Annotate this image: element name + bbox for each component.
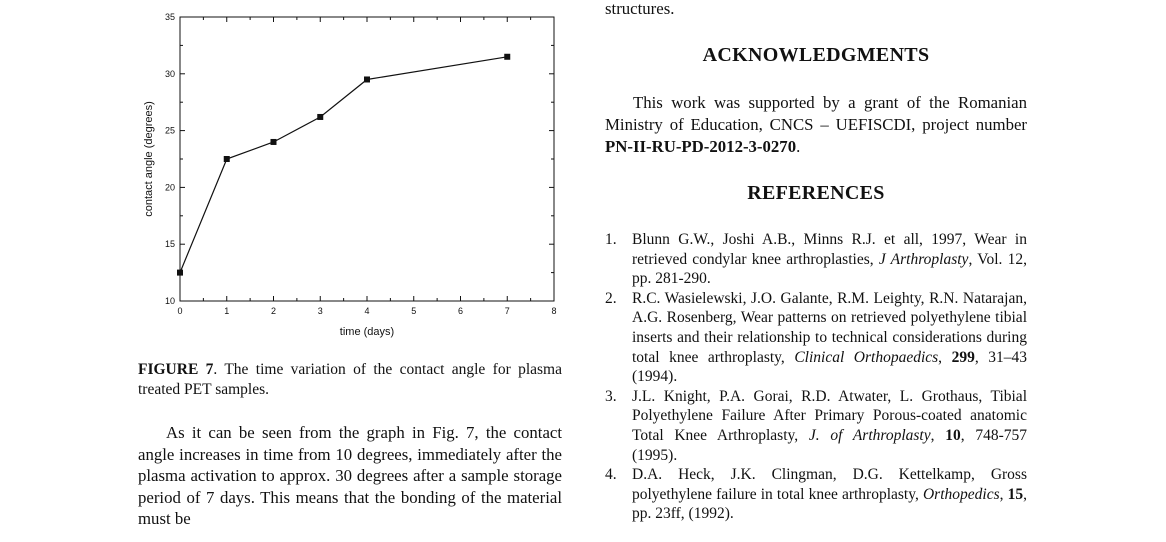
series-line: [180, 57, 507, 273]
reference-authors-title: D.A. Heck, J.K. Clingman, D.G. Kettelkamp, Gross polyethylene failure in total knee arthroplasty,: [632, 466, 1027, 503]
figure-caption-text: . The time variation of the contact angle for plasma treated PET samples.: [138, 361, 562, 398]
plot-frame: [180, 17, 554, 301]
x-tick-label: 4: [364, 306, 370, 316]
reference-authors-title: Blunn G.W., Joshi A.B., Minns R.J. et all, 1997, Wear in retrieved condylar knee arthroplasties,: [632, 231, 1027, 268]
reference-volume: 15: [1007, 485, 1024, 503]
x-tick-label: 0: [177, 306, 183, 316]
reference-item: 3. J.L. Knight, P.A. Gorai, R.D. Atwater, L. Grothaus, Tibial Polyethylene Failure After Primary Porous-coated anatomic Total Knee Arthroplasty, J. of Arthroplasty, 10, 748-757 (1995).: [605, 387, 1027, 464]
reference-item: 4. D.A. Heck, J.K. Clingman, D.G. Kettelkamp, Gross polyethylene failure in total knee arthroplasty, Orthopedics, 15, pp. 23ff, (1992).: [605, 466, 1027, 523]
x-tick-label: 2: [270, 306, 277, 316]
x-tick-label: 6: [457, 306, 464, 316]
y-tick-label: 20: [164, 182, 175, 193]
reference-number: 2.: [605, 289, 617, 307]
reference-journal: J Arthroplasty: [878, 250, 969, 268]
data-point: [317, 114, 323, 120]
reference-authors-title: R.C. Wasielewski, J.O. Galante, R.M. Leighty, R.N. Natarajan, A.G. Rosenberg, Wear patterns on retrieved polyethylene tibial inserts and their relationship to technical considerations during total knee arthroplasty,: [632, 289, 1027, 366]
acknowledgments-text: [605, 92, 1027, 158]
data-point: [224, 156, 230, 162]
reference-details: , Vol. 12, pp. 281-290.: [632, 250, 1027, 288]
reference-number: 3.: [605, 387, 617, 405]
reference-number: 4.: [605, 466, 617, 484]
reference-number: 1.: [605, 231, 617, 248]
figure-label: FIGURE 7: [138, 361, 214, 378]
x-tick-label: 8: [551, 306, 557, 316]
acknowledgments-heading: ACKNOWLEDGMENTS: [702, 44, 930, 66]
project-number: PN-II-RU-PD-2012-3-0270: [605, 137, 797, 156]
data-point: [364, 76, 370, 82]
reference-journal: Orthopedics: [922, 485, 1000, 503]
y-tick-label: 35: [164, 12, 175, 22]
x-tick-label: 3: [317, 306, 323, 316]
acknowledgments-end: .: [796, 137, 801, 156]
reference-item: [605, 230, 1027, 289]
reference-details: , pp. 23ff, (1992).: [632, 485, 1027, 523]
x-tick-label: 1: [224, 306, 230, 316]
x-axis-label: time (days): [339, 326, 395, 338]
data-point: [271, 139, 277, 145]
acknowledgments-body: This work was supported by a grant of the Romanian Ministry of Education, CNCS – UEFISCDI, project number: [605, 93, 1027, 134]
y-tick-label: 10: [164, 296, 175, 306]
y-tick-label: 25: [164, 125, 175, 136]
reference-details: , 748-757 (1995).: [632, 426, 1027, 464]
y-tick-label: 15: [164, 239, 175, 250]
references-list: [605, 230, 1027, 524]
reference-volume: 299: [951, 348, 975, 366]
reference-item: 2. R.C. Wasielewski, J.O. Galante, R.M. Leighty, R.N. Natarajan, A.G. Rosenberg, Wear patterns on retrieved polyethylene tibial inserts and their relationship to technical considerations during total knee arthroplasty, Clinical Orthopaedics, 299, 31–43 (1994).: [605, 289, 1028, 386]
reference-authors-title: J.L. Knight, P.A. Gorai, R.D. Atwater, L. Grothaus, Tibial Polyethylene Failure After Primary Porous-coated anatomic Total Knee Arthroplasty,: [632, 387, 1027, 444]
data-point: [177, 270, 183, 276]
reference-journal: J. of Arthroplasty: [808, 426, 931, 444]
x-tick-label: 7: [504, 306, 510, 316]
previous-paragraph-end: structures.: [605, 0, 675, 18]
reference-volume: 10: [945, 426, 961, 444]
x-tick-label: 5: [411, 306, 417, 316]
y-tick-label: 30: [164, 68, 175, 79]
reference-journal: Clinical Orthopaedics: [794, 348, 939, 366]
contact-angle-chart: [138, 4, 568, 349]
y-axis-label: contact angle (degrees): [143, 101, 155, 217]
reference-details: , 31–43 (1994).: [632, 348, 1028, 386]
references-heading: REFERENCES: [747, 182, 885, 204]
data-point: [504, 54, 510, 60]
figure-caption: [138, 360, 562, 400]
body-paragraph: As it can be seen from the graph in Fig. 7, the contact angle increases in time from 10 degrees, immediately after the plasma activation to approx. 30 degrees after a sample storage period of 7 days. This means that the bonding of the material must be: [138, 423, 562, 528]
figure-7: [138, 4, 568, 349]
